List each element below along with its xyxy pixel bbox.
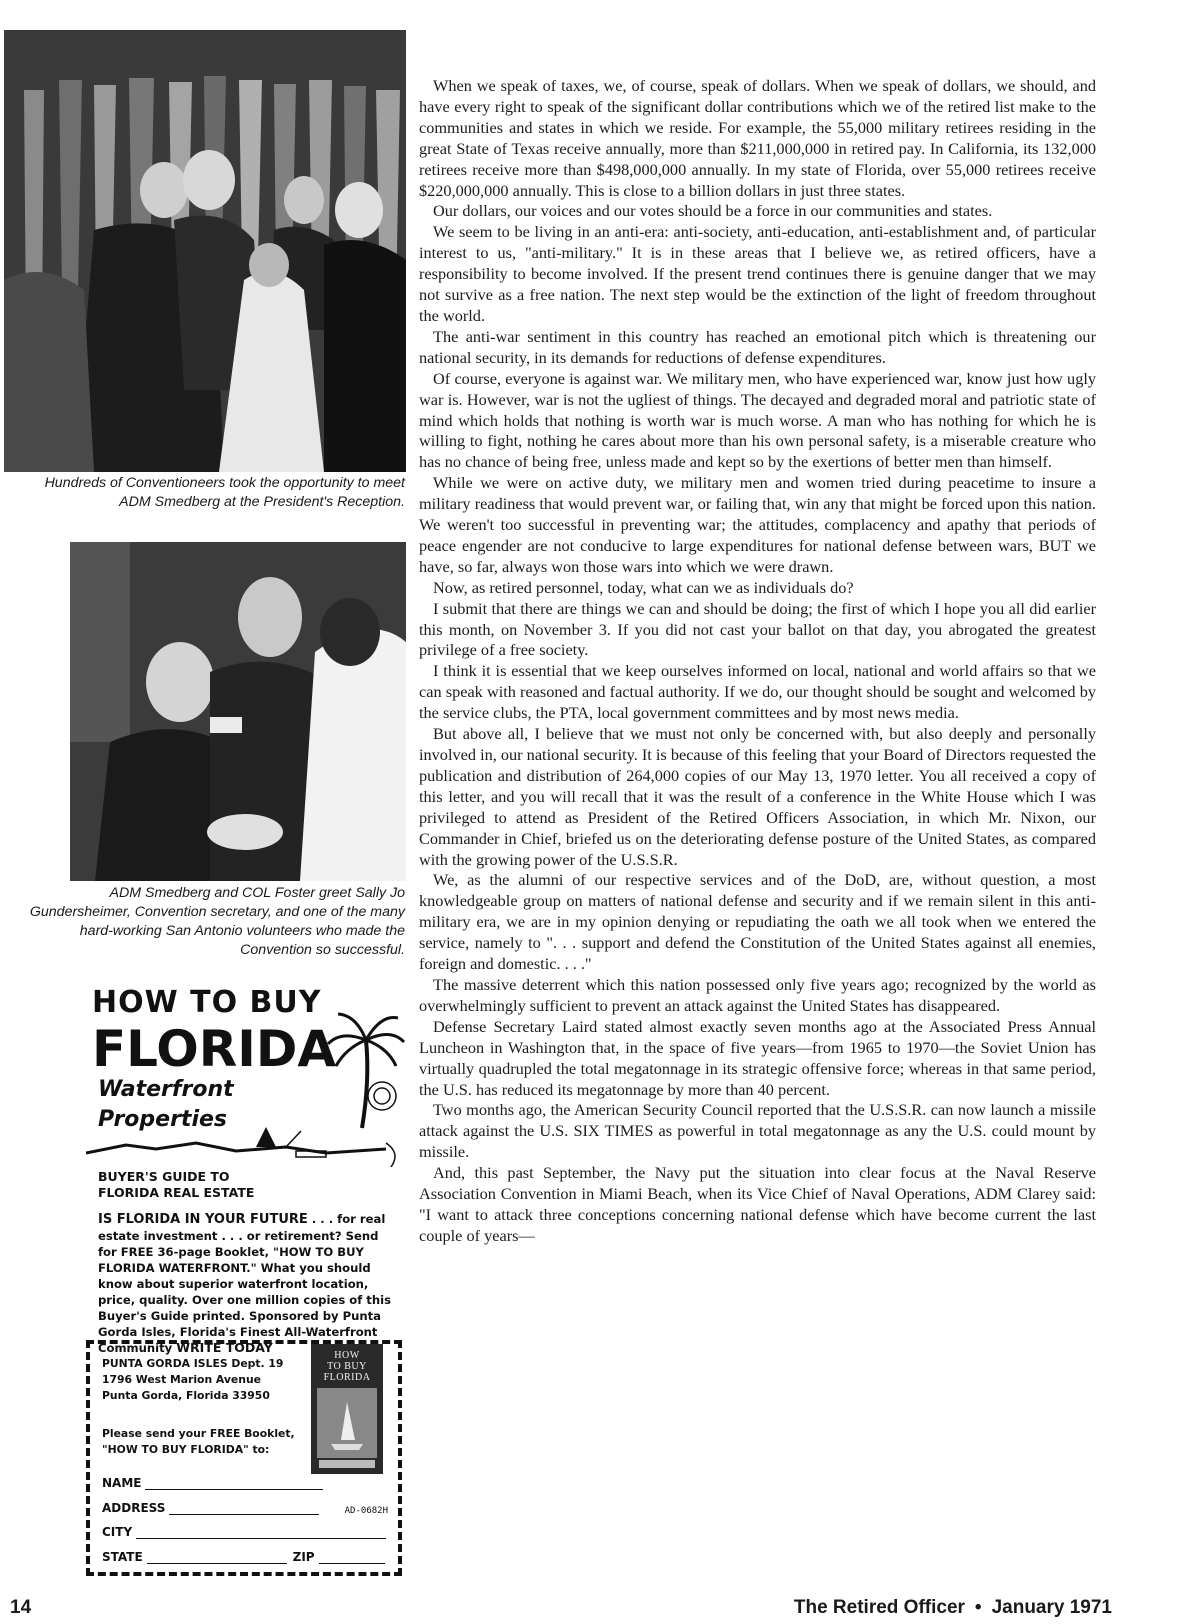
article-paragraph: Our dollars, our voices and our votes should be a force in our communities and states. — [433, 201, 993, 221]
coupon-zip-label: ZIP — [292, 1550, 315, 1564]
article-paragraph: Now, as retired personnel, today, what can we as individuals do? — [433, 577, 854, 597]
article-paragraph: I think it is essential that we keep ourselves informed on local, national and world affairs so that we can speak with reasoned and factual authority. If we do, our thought should be sought and welcomed by the service clubs, the PTA, local government committees and by most news media. — [419, 661, 1096, 723]
coupon-state-label: STATE — [102, 1550, 143, 1564]
coupon-name-line[interactable] — [145, 1477, 323, 1490]
ad-code: AD-0682H — [344, 1506, 388, 1516]
article-text — [419, 76, 1096, 1247]
article-paragraph: We, as the alumni of our respective services and of the DoD, are, without question, a most knowledgeable group on matters of national defense and security and if we remain silent in this anti-military era, we are in my opinion denying or repudiating the oath we all took when we entered the service, namely to ". . . support and defend the Constitution of the United States against all enemies, foreign and domestic. . . ." — [419, 870, 1096, 974]
ad-heading — [98, 1169, 254, 1201]
coupon-city-field[interactable] — [102, 1525, 386, 1539]
coupon-request-line1: Please send your FREE Booklet, — [102, 1427, 295, 1440]
greeting-photo — [70, 542, 406, 881]
reception-photo-caption: Hundreds of Conventioneers took the opportunity to meet ADM Smedberg at the President's Reception. — [44, 475, 405, 510]
palm-tree-icon — [326, 1010, 406, 1130]
coupon-address-line2: 1796 West Marion Avenue — [102, 1373, 261, 1386]
booklet-title-line1: HOW — [334, 1350, 360, 1361]
ad-subtitle-line1: Waterfront — [98, 1077, 234, 1102]
ad-body-lead: IS FLORIDA IN YOUR FUTURE — [98, 1212, 308, 1227]
coupon-address-line3: Punta Gorda, Florida 33950 — [102, 1389, 270, 1402]
coupon-state-field[interactable] — [102, 1550, 385, 1564]
ad-body-text: . . . for real estate investment . . . or retirement? Send for FREE 36-page Booklet, "HOW TO BUY FLORIDA WATERFRONT." What you should know about superior waterfront location, price, quality. Over one million copies of this Buyer's Guide printed. Sponsored by Punta Gorda Isles, Florida's Finest All-Waterfront Community — [98, 1212, 391, 1355]
greeting-photo-illustration — [70, 542, 406, 881]
booklet-title-line3: FLORIDA — [323, 1372, 371, 1383]
ad-title-line1: HOW TO BUY — [92, 985, 322, 1020]
florida-advertisement — [86, 985, 406, 1580]
reception-photo-illustration — [4, 30, 406, 472]
publication-date: January 1971 — [991, 1597, 1112, 1618]
article-paragraph: The anti-war sentiment in this country has reached an emotional pitch which is threatening our national security, in its demands for reductions of defense expenditures. — [419, 326, 1096, 367]
ad-body — [98, 1211, 398, 1356]
coupon-name-field[interactable] — [102, 1476, 323, 1490]
article-paragraph: The massive deterrent which this nation possessed only five years ago; recognized by the world as overwhelmingly sufficient to prevent an attack against the United States has disappeared. — [419, 974, 1096, 1015]
coupon-address-label: ADDRESS — [102, 1501, 166, 1515]
coupon-city-line[interactable] — [136, 1526, 386, 1539]
article-paragraph: While we were on active duty, we military men and women tried during peacetime to insure a military readiness that would prevent war, or failing that, win any that might be forced upon this nation. We weren't too successful in preventing war; the attitudes, complacency and apathy that periods of peace engender are not conducive to large expenditures for national defense between wars, BUT we have, so far, always won those wars into which we were drawn. — [419, 473, 1096, 576]
coupon-zip-line[interactable] — [319, 1551, 385, 1564]
article-paragraph: And, this past September, the Navy put the situation into clear focus at the Naval Reserve Association Convention in Miami Beach, when its Vice Chief of Naval Operations, ADM Clarey said: "I want to attack three conceptions concerning national defense which have become current the last couple of years— — [419, 1163, 1096, 1245]
coupon-address-line[interactable] — [169, 1502, 319, 1515]
mail-in-coupon[interactable] — [86, 1340, 402, 1576]
booklet-sailboat-icon — [311, 1344, 383, 1474]
publication-name: The Retired Officer — [793, 1597, 965, 1618]
booklet-cover-image — [311, 1344, 383, 1474]
coupon-address — [102, 1356, 283, 1404]
article-paragraph: When we speak of taxes, we, of course, speak of dollars. When we speak of dollars, we should, and have every right to speak of the significant dollar contributions which we of the retired list make to the communities and states in which we reside. For example, the 55,000 military retirees residing in the great State of Texas receive annually, more than $211,000,000 in retired pay. In California, its 132,000 retirees receive more than $498,000,000 annually. In my state of Florida, over 55,000 retirees receive $220,000,000 annually. This is close to a billion dollars in just three states. — [419, 76, 1096, 200]
article-paragraph: Defense Secretary Laird stated almost exactly seven months ago at the Associated Press Annual Luncheon in Washington that, in the space of five years—from 1965 to 1970—the Soviet Union has virtually quadrupled the total megatonnage in its strategic offensive force; whereas in that same period, the U.S. has reduced its megatonnage by more than 40 percent. — [419, 1016, 1096, 1099]
coupon-request — [102, 1426, 295, 1458]
footer-separator: • — [974, 1597, 982, 1618]
page-number: 14 — [10, 1597, 32, 1618]
coupon-address-line1: PUNTA GORDA ISLES Dept. 19 — [102, 1357, 284, 1370]
article-paragraph: We seem to be living in an anti-era: anti-society, anti-education, anti-establishment and, of particular interest to us, "anti-military." It is in these areas that I believe we, as retired officers, have a responsibility to become involved. If the present trend continues there is genuine danger that we may not survive as a free nation. The next step would be the extinction of the light of freedom throughout the world. — [419, 222, 1096, 325]
greeting-photo-caption: ADM Smedberg and COL Foster greet Sally Jo Gundersheimer, Convention secretary, and one of the many hard-working San Antonio volunteers who made the Convention so successful. — [29, 885, 405, 958]
coupon-city-label: CITY — [102, 1525, 133, 1539]
coupon-request-line2: "HOW TO BUY FLORIDA" to: — [102, 1443, 270, 1456]
ad-write-today: WRITE TODAY — [176, 1340, 273, 1355]
ad-subtitle-line2: Properties — [98, 1107, 228, 1132]
reception-photo — [4, 30, 406, 472]
coupon-address-field[interactable] — [102, 1501, 319, 1515]
article-paragraph: Two months ago, the American Security Council reported that the U.S.S.R. can now launch a missile attack against the U.S. SIX TIMES as powerful in total megatonnage as any the U.S. could mount by missile. — [419, 1100, 1096, 1162]
coupon-state-line[interactable] — [147, 1551, 287, 1564]
article-paragraph: But above all, I believe that we must not only be concerned with, but also deeply and personally involved in, our national security. It is because of this feeling that your Board of Directors requested the publication and distribution of 264,000 copies of our May 13, 1970 letter. You all received a copy of this letter, and you will recall that it was the result of a conference in the White House which I was privileged to attend as President of the Retired Officers Association, in which Mr. Nixon, our Commander in Chief, briefed us on the deteriorating defense posture of the United States, as compared with the growing power of the U.S.S.R. — [419, 724, 1096, 869]
article-paragraph: Of course, everyone is against war. We military men, who have experienced war, know just how ugly war is. However, war is not the ugliest of things. The decayed and degraded moral and patriotic state of mind which holds that nothing is worth war is much worse. A man who has nothing for which he is willing to fight, nothing he cares about more than his own personal safety, is a miserable creature who has no chance of being free, unless made and kept so by the exertions of better men than himself. — [419, 368, 1096, 472]
article-paragraph: I submit that there are things we can and should be doing; the first of which I hope you all did earlier this month, on November 3. If you did not cast your ballot on that day, you abrogated the greatest privilege of a free society. — [419, 598, 1096, 660]
ad-heading-line2: FLORIDA REAL ESTATE — [98, 1185, 255, 1200]
ad-heading-line1: BUYER'S GUIDE TO — [98, 1169, 230, 1184]
shoreline-illustration — [86, 1123, 406, 1167]
coupon-name-label: NAME — [102, 1476, 142, 1490]
booklet-title-line2: TO BUY — [327, 1361, 367, 1372]
publication-footer — [794, 1597, 1112, 1619]
ad-title-line2: FLORIDA — [92, 1020, 337, 1078]
